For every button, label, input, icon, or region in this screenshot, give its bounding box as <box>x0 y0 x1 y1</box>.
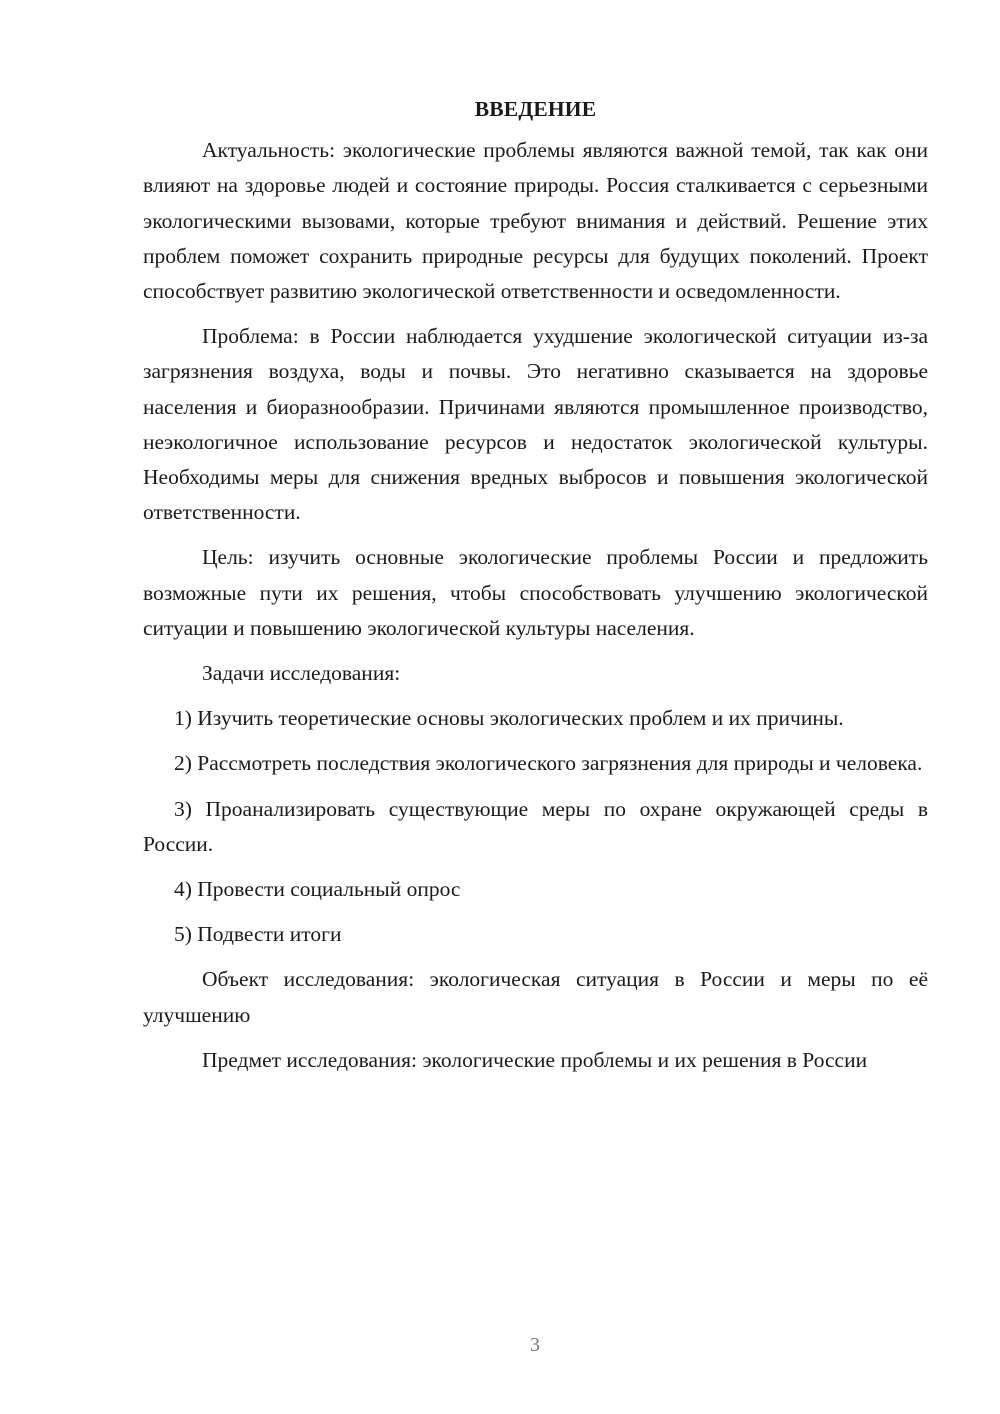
paragraph-object: Объект исследования: экологическая ситуация в России и меры по её улучшению <box>143 967 928 1027</box>
task-item-1: 1) Изучить теоретические основы экологических проблем и их причины. <box>174 706 844 731</box>
paragraph-relevance: Актуальность: экологические проблемы являются важной темой, так как они влияют на здоровье людей и состояние природы. Россия сталкивается с серьезными экологическими вызовами, которые требуют внимания и действий. Решение этих проблем поможет сохранить природные ресурсы для будущих поколений. Проект способствует развитию экологической ответственности и осведомленности. <box>143 138 928 304</box>
paragraph-tasks-heading: Задачи исследования: <box>202 661 401 686</box>
page-title: ВВЕДЕНИЕ <box>474 97 597 121</box>
task-item-3: 3) Проанализировать существующие меры по охране окружающей среды в России. <box>143 796 928 856</box>
task-item-2: 2) Рассмотреть последствия экологического загрязнения для природы и человека. <box>174 751 923 776</box>
page-number: 3 <box>530 1334 540 1356</box>
paragraph-subject: Предмет исследования: экологические проблемы и их решения в России <box>202 1047 868 1072</box>
paragraph-problem: Проблема: в России наблюдается ухудшение экологической ситуации из-за загрязнения воздуха, воды и почвы. Это негативно сказывается на здоровье населения и биоразнообразии. Причинами являются промышленное производство, неэкологичное использование ресурсов и недостаток экологической культуры. Необходимы меры для снижения вредных выбросов и повышения экологической ответственности. <box>143 324 928 525</box>
task-item-4: 4) Провести социальный опрос <box>174 877 461 902</box>
task-item-5: 5) Подвести итоги <box>174 922 342 947</box>
page-body <box>143 92 928 1088</box>
paragraph-goal: Цель: изучить основные экологические проблемы России и предложить возможные пути их решения, чтобы способствовать улучшению экологической ситуации и повышению экологической культуры населения. <box>143 545 928 640</box>
